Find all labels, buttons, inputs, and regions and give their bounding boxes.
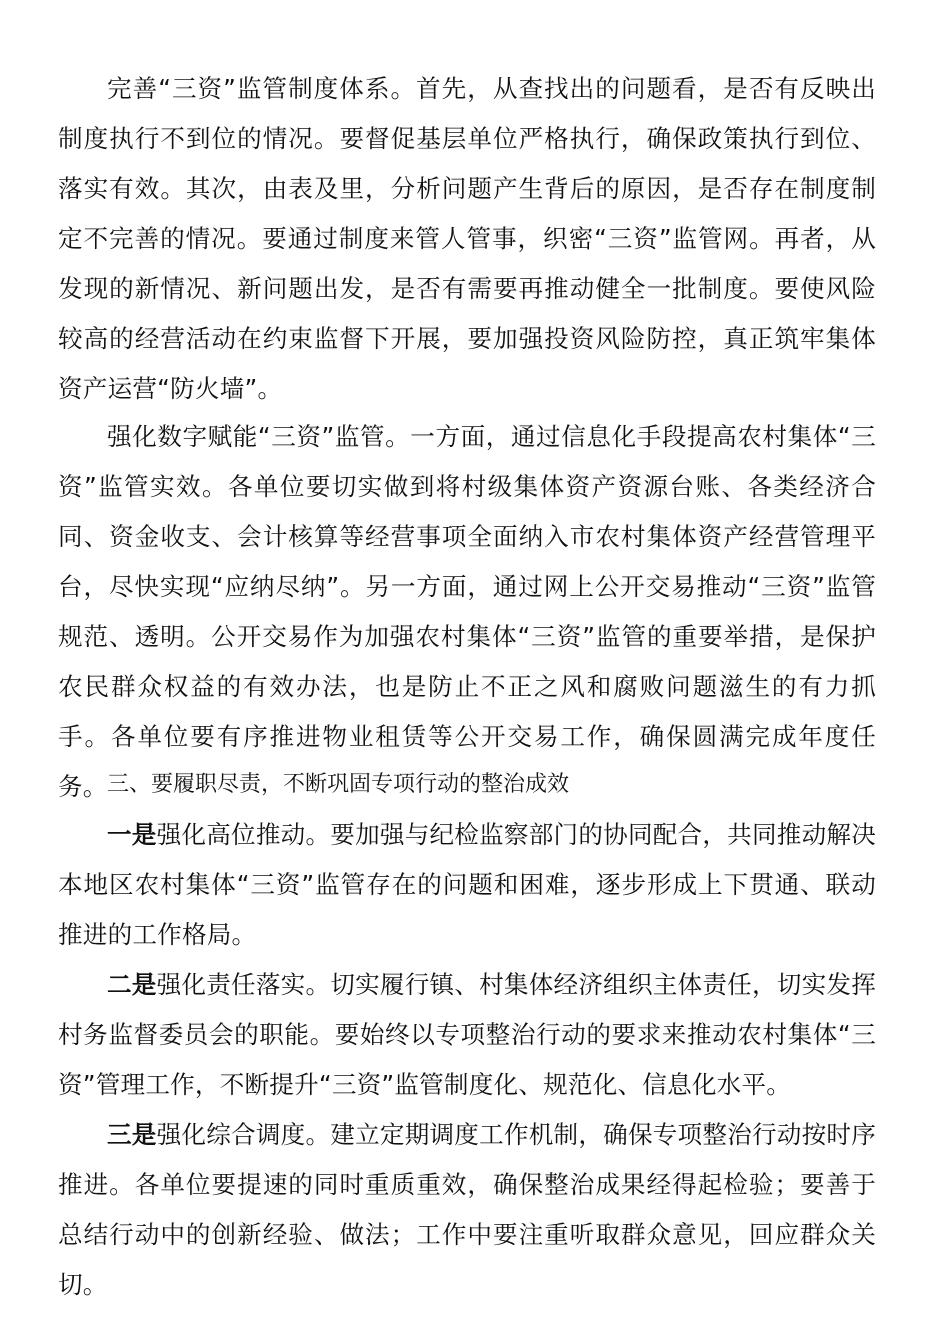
paragraph-three-assets-system: 完善“三资”监管制度体系。首先，从查找出的问题看，是否有反映出制度执行不到位的情况。要督促基层单位严格执行，确保政策执行到位、落实有效。其次，由表及里，分析问题产生背后的原因，是否存在制度制定不完善的情况。要通过制度来管人管事，织密“三资”监管网。再者，从发现的新情况、新问题出发，是否有需要再推动健全一批制度。要使风险较高的经营活动在约束监督下开展，要加强投资风险防控，真正筑牢集体资产运营“防火墙”。 <box>58 74 876 403</box>
item-text-1: 强化高位推动。要加强与纪检监察部门的协同配合，共同推动解决本地区农村集体“三资”监管存在的问题和困难，逐步形成上下贯通、联动推进的工作格局。 <box>58 820 876 949</box>
item-lead-1: 一是 <box>107 820 157 849</box>
item-lead-2: 二是 <box>107 970 157 999</box>
item-text-2: 强化责任落实。切实履行镇、村集体经济组织主体责任，切实发挥村务监督委员会的职能。要始终以专项整治行动的要求来推动农村集体“三资”管理工作，不断提升“三资”监管制度化、规范化、信息化水平。 <box>58 970 876 1099</box>
item-text-3: 强化综合调度。建立定期调度工作机制，确保专项整治行动按时序推进。各单位要提速的同时重质重效，确保整治成果经得起检验；要善于总结行动中的创新经验、做法；工作中要注重听取群众意见，回应群众关切。 <box>58 1120 876 1299</box>
item-responsibility <box>58 960 876 1110</box>
paragraph-digital-empowerment: 强化数字赋能“三资”监管。一方面，通过信息化手段提高农村集体“三资”监管实效。各单位要切实做到将村级集体资产资源台账、各类经济合同、资金收支、会计核算等经营事项全面纳入市农村集体资产经营管理平台，尽快实现“应纳尽纳”。另一方面，通过网上公开交易推动“三资”监管规范、透明。公开交易作为加强农村集体“三资”监管的重要举措，是保护农民群众权益的有效办法，也是防止不正之风和腐败问题滋生的有力抓手。各单位要有序推进物业租赁等公开交易工作，确保圆满完成年度任务。 <box>58 422 876 801</box>
item-high-level-promotion <box>58 810 876 960</box>
item-lead-3: 三是 <box>107 1120 157 1149</box>
section-heading: 三、要履职尽责，不断巩固专项行动的整治成效 <box>107 772 570 797</box>
item-comprehensive-scheduling <box>58 1110 876 1310</box>
